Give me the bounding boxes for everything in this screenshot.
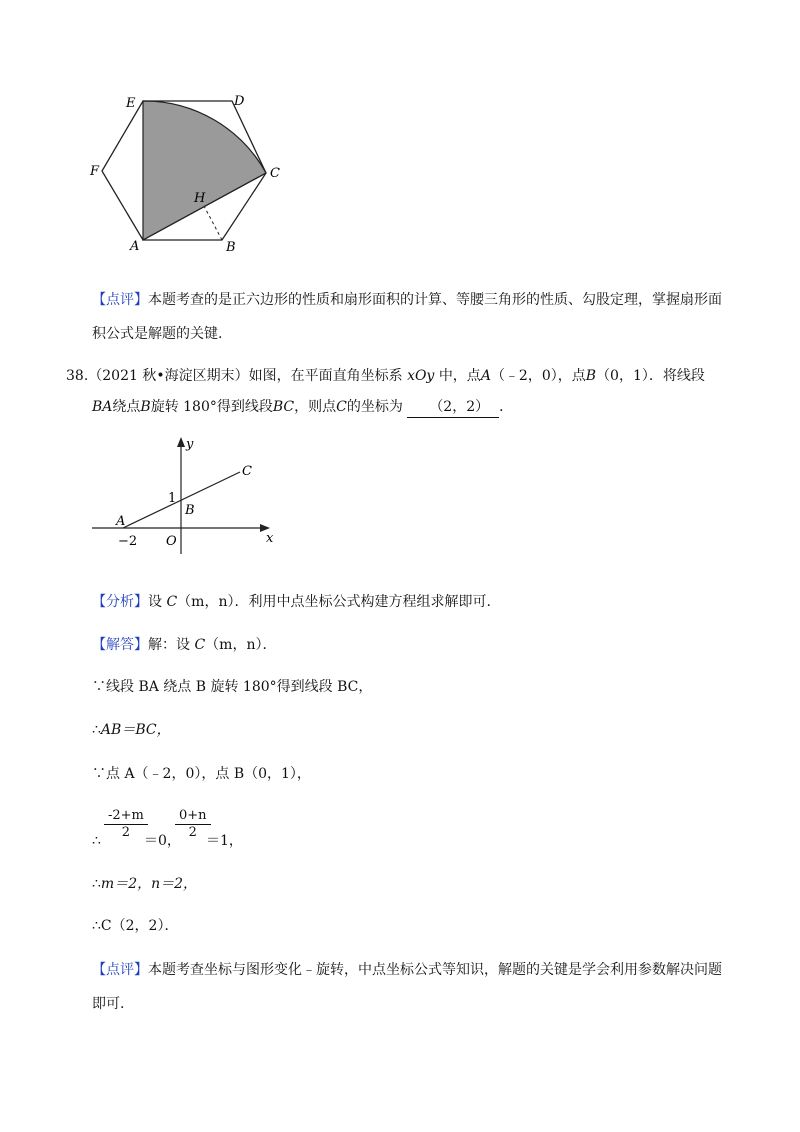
coordinate-figure: [88, 432, 283, 557]
problem38-line2: BA绕点B旋转 180°得到线段BC，则点C的坐标为 （2，2） ．: [92, 397, 513, 418]
fraction-1: $\frac{-2+m}{2}$: [104, 808, 148, 841]
solution-step6: ∴C（2，2）．: [92, 918, 179, 934]
solution-step3: ∵点 A（﹣2，0），点 B（0，1），: [92, 766, 311, 782]
solution-step5: ∴m＝2，n＝2，: [92, 876, 198, 892]
solution-step4-sym: ∴: [92, 833, 101, 849]
label-A: A: [116, 514, 126, 529]
answer-blank: （2，2）: [407, 397, 499, 418]
solution-step2: ∴AB＝BC，: [92, 722, 171, 738]
analysis-tag: 【分析】: [92, 594, 148, 610]
comment1-line2: 积公式是解题的关键.: [92, 326, 223, 342]
label-O: O: [166, 534, 177, 549]
solution-step1: ∵线段 BA 绕点 B 旋转 180°得到线段 BC，: [92, 679, 373, 695]
fraction-2-rhs: ＝1，: [206, 833, 243, 849]
comment1-line1: 【点评】本题考查的是正六边形的性质和扇形面积的计算、等腰三角形的性质、勾股定理，掌握扇形面: [92, 292, 722, 308]
label-H: H: [194, 191, 206, 206]
problem38-line1: 38.（2021 秋•海淀区期末）如图，在平面直角坐标系 xOy 中，点A（﹣2，0），点B（0，1）．将线段: [66, 368, 705, 384]
label-x: x: [266, 531, 274, 546]
label-neg2: −2: [118, 534, 138, 549]
label-1: 1: [168, 491, 177, 506]
label-C: C: [242, 464, 252, 479]
comment2-line1: 【点评】本题考查坐标与图形变化﹣旋转，中点坐标公式等知识，解题的关键是学会利用参数解决问题: [92, 962, 722, 978]
label-B: B: [226, 240, 236, 255]
label-D: D: [234, 94, 245, 109]
comment2-line2: 即可.: [92, 996, 125, 1012]
label-F: F: [90, 164, 100, 179]
hexagon-figure: [80, 85, 295, 255]
label-y: y: [186, 437, 194, 452]
dashed-BH: [204, 206, 222, 240]
fraction-1-rhs: ＝0，: [144, 833, 181, 849]
fraction-2: $\frac{0+n}{2}$: [175, 808, 211, 841]
comment1-tag: 【点评】: [92, 292, 148, 308]
y-axis-arrow-icon: [177, 437, 185, 447]
shaded-sector: [143, 101, 266, 240]
label-A: A: [130, 239, 140, 254]
label-E: E: [126, 96, 136, 111]
solution-line: 【解答】解：设 C（m，n）．: [92, 637, 277, 653]
label-C: C: [270, 166, 280, 181]
comment2-tag: 【点评】: [92, 962, 148, 978]
analysis-line: 【分析】设 C（m，n）．利用中点坐标公式构建方程组求解即可.: [92, 594, 491, 610]
label-B: B: [185, 503, 195, 518]
solution-tag: 【解答】: [92, 637, 148, 653]
